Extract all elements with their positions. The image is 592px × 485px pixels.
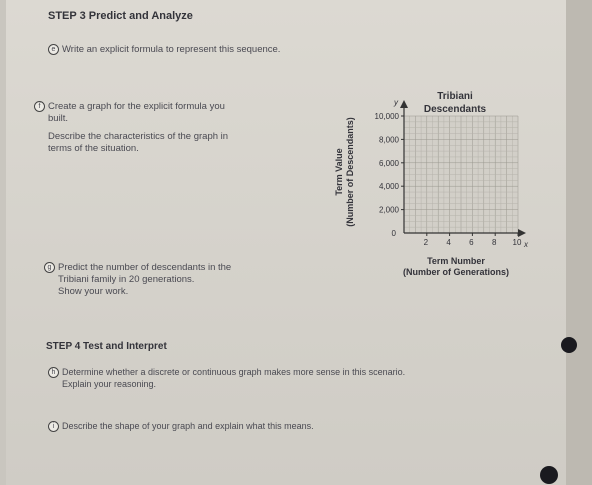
y-axis-title-line-1: Term Value <box>334 148 344 196</box>
x-tick-label: 2 <box>423 238 429 247</box>
y-axis-title <box>334 117 355 227</box>
x-tick-label: 10 <box>512 238 522 247</box>
x-axis-title <box>403 256 509 277</box>
question-g-line-1: Predict the number of descendants in the <box>58 262 232 274</box>
question-f-line-2: built. <box>48 113 69 125</box>
question-h-line-2: Explain your reasoning. <box>62 379 157 390</box>
x-tick-label: 6 <box>469 238 474 247</box>
binder-hole-lower <box>540 466 558 484</box>
question-h-badge: h <box>48 367 59 378</box>
origin-label: 0 <box>391 229 396 238</box>
step4-heading: STEP 4 Test and Interpret <box>46 341 167 352</box>
question-e-badge: e <box>48 44 59 55</box>
question-i-text: Describe the shape of your graph and explain what this means. <box>62 421 314 431</box>
graph-title-line-1: Tribiani <box>437 91 473 102</box>
question-h <box>48 366 405 390</box>
x-axis-title-line-2: (Number of Generations) <box>402 267 510 277</box>
y-tick-label: 2,000 <box>378 205 399 215</box>
question-i-badge: i <box>48 421 59 432</box>
binder-hole-upper <box>561 337 577 353</box>
question-i <box>48 420 314 432</box>
grid-lines <box>404 116 518 233</box>
step3-heading: STEP 3 Predict and Analyze <box>48 10 193 22</box>
question-g-badge: g <box>44 262 55 273</box>
y-axis-title-line-2: (Number of Descendants) <box>345 117 355 227</box>
question-f-line-1: Create a graph for the explicit formula you <box>48 101 225 113</box>
x-tick-label: 8 <box>491 238 497 247</box>
x-axis-arrow-icon <box>518 229 526 237</box>
y-axis-arrow-icon <box>400 100 408 108</box>
y-axis-letter: y <box>394 98 398 107</box>
graph-title <box>424 91 487 115</box>
question-g-line-2: Tribiani family in 20 generations. <box>58 274 195 286</box>
y-tick-label: 6,000 <box>378 158 399 168</box>
y-tick-label: 10,000 <box>374 112 399 121</box>
question-f-line-4: terms of the situation. <box>48 143 139 155</box>
question-h-line-1: Determine whether a discrete or continuous graph makes more sense in this scenario. <box>62 367 406 377</box>
question-e-text: Write an explicit formula to represent this sequence. <box>62 44 281 56</box>
graph-title-line-2: Descendants <box>423 104 487 115</box>
question-f-line-3: Describe the characteristics of the graph in <box>48 131 229 143</box>
question-f-badge: f <box>34 101 45 112</box>
x-axis-title-line-1: Term Number <box>427 256 485 266</box>
y-tick-label: 8,000 <box>378 135 399 145</box>
y-tick-label: 4,000 <box>378 182 399 192</box>
question-g-line-3: Show your work. <box>58 286 129 298</box>
x-axis-letter: x <box>524 240 528 249</box>
x-tick-label: 4 <box>446 238 451 247</box>
